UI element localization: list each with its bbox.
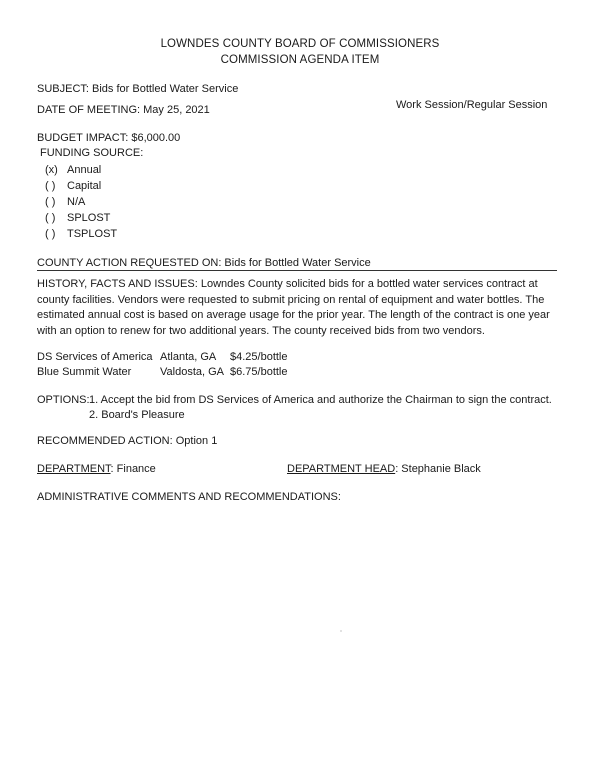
department-value: : Finance (110, 463, 156, 475)
scan-speck (340, 630, 342, 632)
funding-option-tsplost (45, 227, 117, 241)
action-requested: COUNTY ACTION REQUESTED ON: Bids for Bottled Water Service (37, 257, 371, 269)
funding-option-label: Annual (67, 164, 102, 176)
vendor-row (37, 350, 288, 364)
funding-option-splost (45, 211, 110, 225)
budget-impact: BUDGET IMPACT: $6,000.00 (37, 132, 181, 144)
history-paragraph: HISTORY, FACTS AND ISSUES: Lowndes County solicited bids for a bottled water services contract at county facilities. Vendors were requested to submit pricing on rental of equipment and water bottles. The estimated annual cost is based on average usage for the prior year. The length of the contract is one year with an option to renew for two additional years. The county received bids from two vendors. (37, 278, 550, 337)
option-item-2: 2. Board's Pleasure (89, 409, 185, 421)
session-type: Work Session/Regular Session (396, 99, 548, 111)
department-head-label: DEPARTMENT HEAD (287, 463, 396, 475)
options-label: OPTIONS: (37, 394, 90, 406)
funding-checkbox-annual: (x) (45, 164, 58, 176)
recommended-action: RECOMMENDED ACTION: Option 1 (37, 435, 218, 447)
vendor-price: $6.75/bottle (230, 366, 288, 378)
funding-checkbox-na: ( ) (45, 196, 56, 208)
funding-checkbox-capital: ( ) (45, 180, 56, 192)
funding-checkbox-splost: ( ) (45, 212, 56, 224)
department-head-value: : Stephanie Black (395, 463, 481, 475)
funding-option-label: Capital (67, 180, 102, 192)
vendor-name: DS Services of America (37, 351, 153, 363)
department-head (287, 462, 481, 476)
doc-type-title: COMMISSION AGENDA ITEM (220, 54, 380, 66)
funding-option-capital (45, 179, 101, 193)
funding-option-label: SPLOST (67, 212, 111, 224)
meeting-date: DATE OF MEETING: May 25, 2021 (37, 104, 210, 116)
funding-checkbox-tsplost: ( ) (45, 228, 56, 240)
funding-option-label: TSPLOST (67, 228, 118, 240)
org-title: LOWNDES COUNTY BOARD OF COMMISSIONERS (160, 38, 440, 50)
department (37, 462, 156, 476)
funding-source-label: FUNDING SOURCE: (40, 147, 144, 159)
section-divider (37, 270, 557, 271)
subject-line: SUBJECT: Bids for Bottled Water Service (37, 83, 239, 95)
vendor-price: $4.25/bottle (230, 351, 288, 363)
funding-option-na (45, 195, 85, 209)
option-item-1: 1. Accept the bid from DS Services of America and authorize the Chairman to sign the contract. (89, 394, 552, 406)
funding-option-label: N/A (67, 196, 86, 208)
vendor-name: Blue Summit Water (37, 366, 132, 378)
vendor-row (37, 365, 288, 379)
vendor-city: Valdosta, GA (160, 366, 224, 378)
department-label: DEPARTMENT (37, 463, 111, 475)
admin-comments-heading: ADMINISTRATIVE COMMENTS AND RECOMMENDATIONS: (37, 491, 341, 503)
funding-option-annual (45, 163, 101, 177)
vendor-city: Atlanta, GA (160, 351, 217, 363)
